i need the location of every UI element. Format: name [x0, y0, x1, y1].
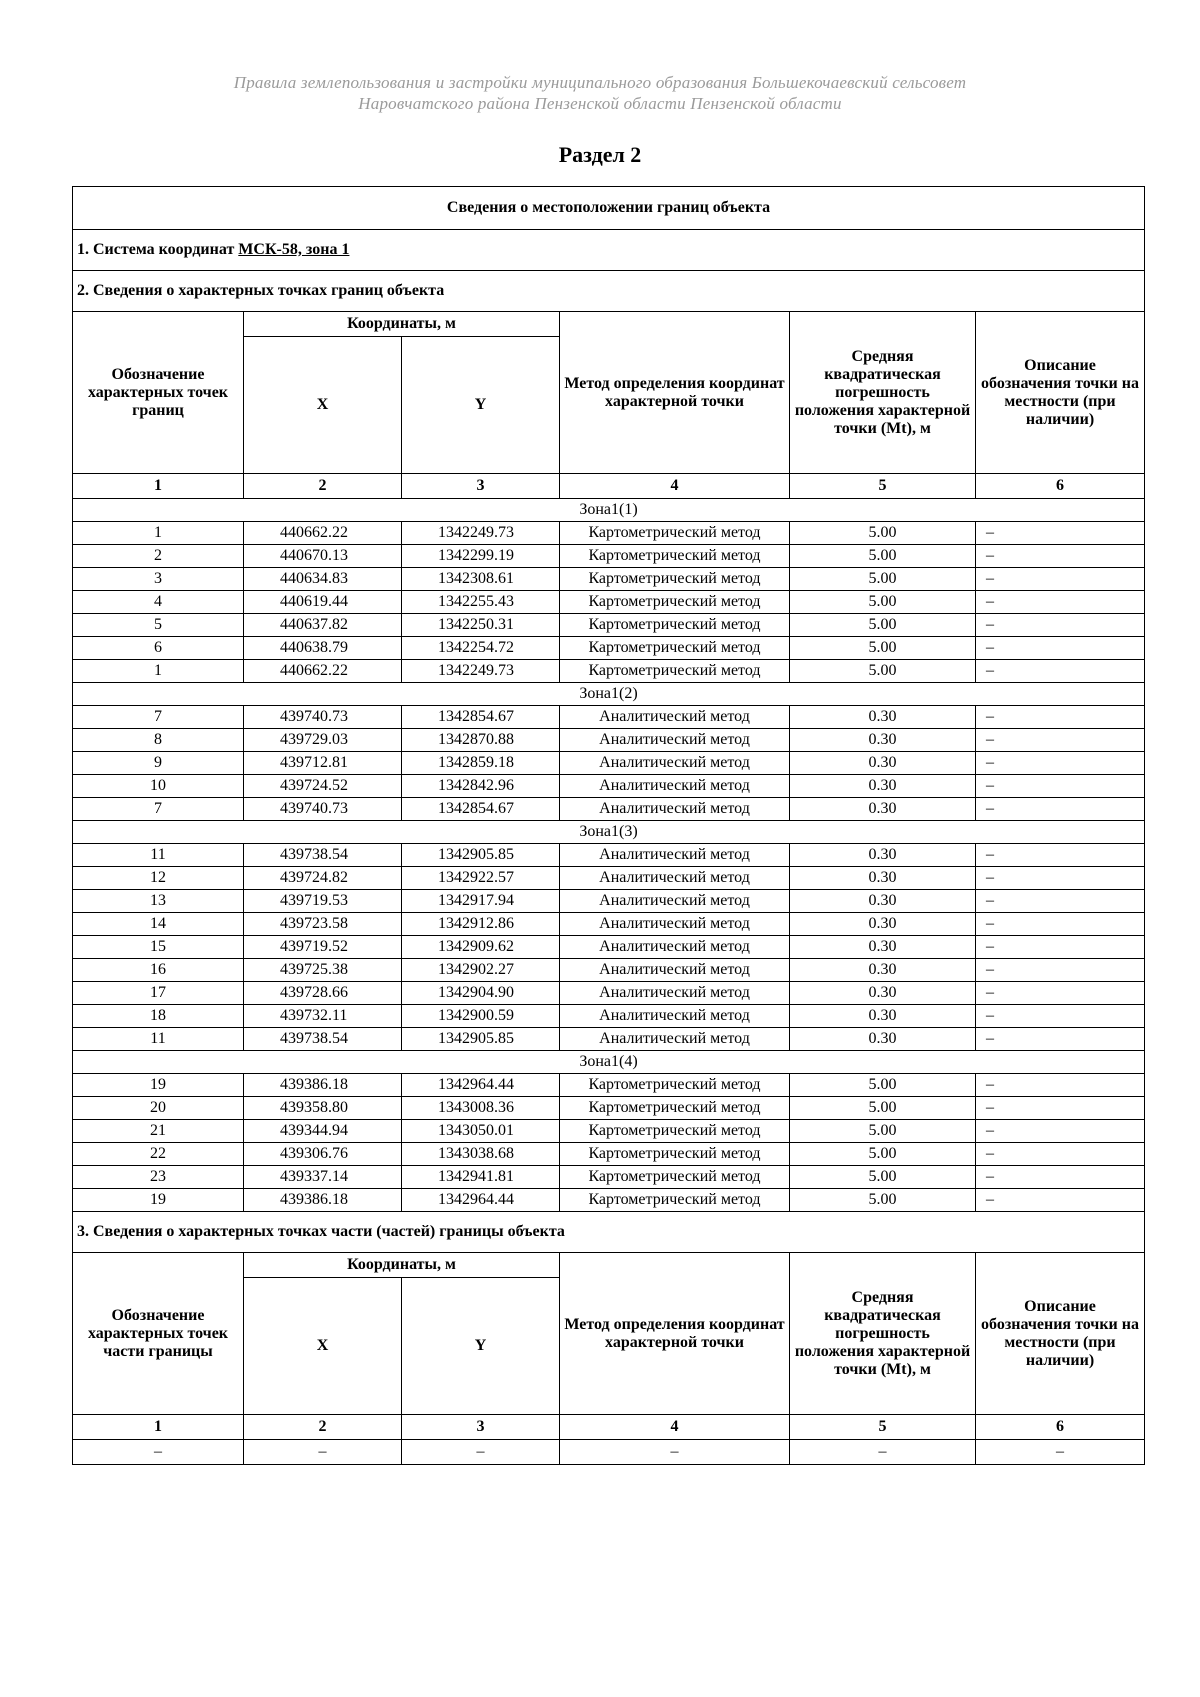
point-number: 1 — [73, 660, 244, 683]
method: Картометрический метод — [560, 660, 790, 683]
point-number: 12 — [73, 867, 244, 890]
table-row — [73, 982, 1145, 1005]
method: Аналитический метод — [560, 1028, 790, 1051]
method: Аналитический метод — [560, 752, 790, 775]
table-row — [73, 1005, 1145, 1028]
description: – — [976, 844, 1145, 867]
description: – — [976, 637, 1145, 660]
method: Картометрический метод — [560, 1097, 790, 1120]
part-header-designation: Обозначение характерных точек части границы — [73, 1253, 244, 1415]
error-value: 0.30 — [790, 867, 976, 890]
header-error: Средняя квадратическая погрешность положения характерной точки (Mt), м — [790, 312, 976, 474]
coord-y: 1342250.31 — [402, 614, 560, 637]
coord-x: 439724.82 — [244, 867, 402, 890]
coord-x: 439386.18 — [244, 1074, 402, 1097]
point-number: 4 — [73, 591, 244, 614]
method: Аналитический метод — [560, 775, 790, 798]
coord-x: 439725.38 — [244, 959, 402, 982]
point-number: 14 — [73, 913, 244, 936]
error-value: 0.30 — [790, 936, 976, 959]
zone-row — [73, 683, 1145, 706]
table-row — [73, 936, 1145, 959]
coord-y: 1342964.44 — [402, 1074, 560, 1097]
coord-y: 1342308.61 — [402, 568, 560, 591]
section2-title: 2. Сведения о характерных точках границ объекта — [73, 271, 1145, 312]
coord-x: 440638.79 — [244, 637, 402, 660]
point-number: 1 — [73, 522, 244, 545]
table-row — [73, 959, 1145, 982]
coord-system-value: МСК-58, зона 1 — [238, 241, 350, 258]
method: Аналитический метод — [560, 890, 790, 913]
error-value: 0.30 — [790, 913, 976, 936]
section3-title-row — [73, 1212, 1145, 1253]
coord-y: 1342912.86 — [402, 913, 560, 936]
point-number: 2 — [73, 545, 244, 568]
coord-y: 1342905.85 — [402, 844, 560, 867]
coord-x: 439724.52 — [244, 775, 402, 798]
coord-system-row — [73, 230, 1145, 271]
error-value: 0.30 — [790, 798, 976, 821]
table-row — [73, 1028, 1145, 1051]
column-number: 1 — [73, 1415, 244, 1440]
description: – — [976, 522, 1145, 545]
table-row — [73, 844, 1145, 867]
error-value: 0.30 — [790, 706, 976, 729]
method: Картометрический метод — [560, 614, 790, 637]
description: – — [976, 729, 1145, 752]
column-number: 1 — [73, 474, 244, 499]
coord-x: 439740.73 — [244, 706, 402, 729]
error-value: 0.30 — [790, 844, 976, 867]
table-row — [73, 867, 1145, 890]
error-value: 0.30 — [790, 959, 976, 982]
description: – — [976, 591, 1145, 614]
error-value: 5.00 — [790, 1074, 976, 1097]
part-header-row-top — [73, 1253, 1145, 1278]
column-number: 4 — [560, 1415, 790, 1440]
coord-system-cell — [73, 230, 1145, 271]
coord-x: 440662.22 — [244, 522, 402, 545]
coord-y: 1342905.85 — [402, 1028, 560, 1051]
coord-x: 440662.22 — [244, 660, 402, 683]
error-value: 5.00 — [790, 637, 976, 660]
table-row — [73, 798, 1145, 821]
table-row — [73, 1189, 1145, 1212]
part-header-coords: Координаты, м — [244, 1253, 560, 1278]
header-coords: Координаты, м — [244, 312, 560, 337]
table-row — [73, 913, 1145, 936]
description: – — [976, 936, 1145, 959]
zone-label: Зона1(3) — [73, 821, 1145, 844]
column-number: 2 — [244, 474, 402, 499]
table-row — [73, 1097, 1145, 1120]
coord-y: 1343050.01 — [402, 1120, 560, 1143]
coord-x: 439344.94 — [244, 1120, 402, 1143]
point-number: 10 — [73, 775, 244, 798]
coord-x: 439740.73 — [244, 798, 402, 821]
description: – — [976, 867, 1145, 890]
method: Картометрический метод — [560, 1143, 790, 1166]
table-row — [73, 890, 1145, 913]
point-number: 13 — [73, 890, 244, 913]
method: Картометрический метод — [560, 568, 790, 591]
table-row — [73, 591, 1145, 614]
point-number: 20 — [73, 1097, 244, 1120]
method: Картометрический метод — [560, 591, 790, 614]
table-title-row — [73, 187, 1145, 230]
coord-y: 1342917.94 — [402, 890, 560, 913]
coord-x: 439337.14 — [244, 1166, 402, 1189]
method: Аналитический метод — [560, 913, 790, 936]
part-header-y: Y — [402, 1278, 560, 1415]
point-number: 7 — [73, 706, 244, 729]
part-column-number-row — [73, 1415, 1145, 1440]
point-number: 9 — [73, 752, 244, 775]
error-value: 5.00 — [790, 568, 976, 591]
coord-x: 440637.82 — [244, 614, 402, 637]
zone-label: Зона1(4) — [73, 1051, 1145, 1074]
description: – — [976, 568, 1145, 591]
table-row — [73, 775, 1145, 798]
coord-x: 440634.83 — [244, 568, 402, 591]
error-value: 0.30 — [790, 729, 976, 752]
description: – — [976, 1166, 1145, 1189]
error-value: 0.30 — [790, 752, 976, 775]
description: – — [976, 706, 1145, 729]
part-description: – — [976, 1440, 1145, 1465]
method: Аналитический метод — [560, 982, 790, 1005]
error-value: 5.00 — [790, 614, 976, 637]
error-value: 5.00 — [790, 545, 976, 568]
method: Аналитический метод — [560, 729, 790, 752]
part-point-number: – — [73, 1440, 244, 1465]
description: – — [976, 1189, 1145, 1212]
boundary-coordinates-table — [72, 186, 1145, 1465]
coord-y: 1342941.81 — [402, 1166, 560, 1189]
description: – — [976, 545, 1145, 568]
part-header-description: Описание обозначения точки на местности (при наличии) — [976, 1253, 1145, 1415]
coord-y: 1342900.59 — [402, 1005, 560, 1028]
method: Картометрический метод — [560, 637, 790, 660]
zone-row — [73, 821, 1145, 844]
method: Картометрический метод — [560, 1166, 790, 1189]
column-number: 2 — [244, 1415, 402, 1440]
part-header-method: Метод определения координат характерной точки — [560, 1253, 790, 1415]
coord-y: 1342854.67 — [402, 706, 560, 729]
header-description: Описание обозначения точки на местности (при наличии) — [976, 312, 1145, 474]
coord-x: 439719.52 — [244, 936, 402, 959]
point-number: 18 — [73, 1005, 244, 1028]
column-number-row — [73, 474, 1145, 499]
coord-x: 439738.54 — [244, 1028, 402, 1051]
point-number: 22 — [73, 1143, 244, 1166]
error-value: 5.00 — [790, 1189, 976, 1212]
header-method: Метод определения координат характерной точки — [560, 312, 790, 474]
coord-system-label: 1. Система координат — [77, 241, 239, 258]
coord-y: 1342854.67 — [402, 798, 560, 821]
error-value: 0.30 — [790, 1005, 976, 1028]
error-value: 0.30 — [790, 775, 976, 798]
coord-x: 439358.80 — [244, 1097, 402, 1120]
column-number: 6 — [976, 1415, 1145, 1440]
point-number: 15 — [73, 936, 244, 959]
error-value: 5.00 — [790, 1143, 976, 1166]
point-number: 7 — [73, 798, 244, 821]
table-row — [73, 545, 1145, 568]
part-method: – — [560, 1440, 790, 1465]
description: – — [976, 614, 1145, 637]
column-number: 5 — [790, 1415, 976, 1440]
point-number: 11 — [73, 844, 244, 867]
table-row — [73, 522, 1145, 545]
column-number: 5 — [790, 474, 976, 499]
table-row — [73, 1074, 1145, 1097]
part-table-row — [73, 1440, 1145, 1465]
part-error-value: – — [790, 1440, 976, 1465]
table-row — [73, 1120, 1145, 1143]
zone-row — [73, 499, 1145, 522]
table-row — [73, 568, 1145, 591]
coord-y: 1342870.88 — [402, 729, 560, 752]
coord-x: 439723.58 — [244, 913, 402, 936]
description: – — [976, 890, 1145, 913]
method: Аналитический метод — [560, 798, 790, 821]
table-row — [73, 660, 1145, 683]
zone-row — [73, 1051, 1145, 1074]
column-number: 6 — [976, 474, 1145, 499]
header-y: Y — [402, 337, 560, 474]
coord-x: 439719.53 — [244, 890, 402, 913]
table-row — [73, 706, 1145, 729]
part-coord-y: – — [402, 1440, 560, 1465]
header-designation: Обозначение характерных точек границ — [73, 312, 244, 474]
point-number: 8 — [73, 729, 244, 752]
description: – — [976, 1005, 1145, 1028]
method: Аналитический метод — [560, 867, 790, 890]
description: – — [976, 798, 1145, 821]
point-number: 5 — [73, 614, 244, 637]
column-number: 3 — [402, 1415, 560, 1440]
coord-y: 1342249.73 — [402, 660, 560, 683]
point-number: 19 — [73, 1074, 244, 1097]
coord-y: 1342902.27 — [402, 959, 560, 982]
coord-y: 1342904.90 — [402, 982, 560, 1005]
point-number: 17 — [73, 982, 244, 1005]
coord-y: 1343008.36 — [402, 1097, 560, 1120]
coord-x: 439306.76 — [244, 1143, 402, 1166]
coord-y: 1342842.96 — [402, 775, 560, 798]
table-row — [73, 1166, 1145, 1189]
coord-x: 439712.81 — [244, 752, 402, 775]
table-row — [73, 1143, 1145, 1166]
zone-label: Зона1(1) — [73, 499, 1145, 522]
section3-title: 3. Сведения о характерных точках части (частей) границы объекта — [73, 1212, 1145, 1253]
method: Аналитический метод — [560, 1005, 790, 1028]
section-title: Раздел 2 — [558, 142, 642, 167]
error-value: 5.00 — [790, 660, 976, 683]
point-number: 3 — [73, 568, 244, 591]
section2-title-row — [73, 271, 1145, 312]
description: – — [976, 1097, 1145, 1120]
coord-y: 1342922.57 — [402, 867, 560, 890]
method: Аналитический метод — [560, 844, 790, 867]
column-number: 3 — [402, 474, 560, 499]
point-number: 6 — [73, 637, 244, 660]
coord-x: 439728.66 — [244, 982, 402, 1005]
coord-y: 1342255.43 — [402, 591, 560, 614]
description: – — [976, 913, 1145, 936]
coord-y: 1342964.44 — [402, 1189, 560, 1212]
coord-x: 440670.13 — [244, 545, 402, 568]
error-value: 0.30 — [790, 1028, 976, 1051]
header-x: X — [244, 337, 402, 474]
error-value: 5.00 — [790, 591, 976, 614]
coord-y: 1343038.68 — [402, 1143, 560, 1166]
coord-x: 439386.18 — [244, 1189, 402, 1212]
coord-x: 439738.54 — [244, 844, 402, 867]
error-value: 0.30 — [790, 890, 976, 913]
method: Картометрический метод — [560, 1189, 790, 1212]
coord-y: 1342254.72 — [402, 637, 560, 660]
method: Аналитический метод — [560, 706, 790, 729]
table-row — [73, 752, 1145, 775]
coord-y: 1342249.73 — [402, 522, 560, 545]
method: Аналитический метод — [560, 936, 790, 959]
method: Картометрический метод — [560, 1120, 790, 1143]
method: Картометрический метод — [560, 522, 790, 545]
error-value: 0.30 — [790, 982, 976, 1005]
coord-x: 440619.44 — [244, 591, 402, 614]
coord-y: 1342859.18 — [402, 752, 560, 775]
error-value: 5.00 — [790, 522, 976, 545]
description: – — [976, 1074, 1145, 1097]
error-value: 5.00 — [790, 1120, 976, 1143]
description: – — [976, 1028, 1145, 1051]
description: – — [976, 1120, 1145, 1143]
table-title: Сведения о местоположении границ объекта — [73, 187, 1145, 230]
method: Картометрический метод — [560, 1074, 790, 1097]
description: – — [976, 775, 1145, 798]
header-row-top — [73, 312, 1145, 337]
zone-label: Зона1(2) — [73, 683, 1145, 706]
table-row — [73, 637, 1145, 660]
point-number: 16 — [73, 959, 244, 982]
point-number: 21 — [73, 1120, 244, 1143]
description: – — [976, 660, 1145, 683]
table-row — [73, 614, 1145, 637]
coord-y: 1342299.19 — [402, 545, 560, 568]
error-value: 5.00 — [790, 1097, 976, 1120]
description: – — [976, 752, 1145, 775]
point-number: 11 — [73, 1028, 244, 1051]
coord-x: 439729.03 — [244, 729, 402, 752]
header-note-line-1: Правила землепользования и застройки муниципального образования Большекочаевский сельсовет — [233, 73, 967, 92]
point-number: 23 — [73, 1166, 244, 1189]
point-number: 19 — [73, 1189, 244, 1212]
method: Аналитический метод — [560, 959, 790, 982]
header-note-line-2: Наровчатского района Пензенской области Пензенской области — [358, 94, 842, 113]
part-header-error: Средняя квадратическая погрешность положения характерной точки (Mt), м — [790, 1253, 976, 1415]
column-number: 4 — [560, 474, 790, 499]
method: Картометрический метод — [560, 545, 790, 568]
error-value: 5.00 — [790, 1166, 976, 1189]
coord-y: 1342909.62 — [402, 936, 560, 959]
description: – — [976, 1143, 1145, 1166]
description: – — [976, 982, 1145, 1005]
part-coord-x: – — [244, 1440, 402, 1465]
coord-x: 439732.11 — [244, 1005, 402, 1028]
part-header-x: X — [244, 1278, 402, 1415]
document-header-note — [0, 72, 1200, 114]
description: – — [976, 959, 1145, 982]
table-row — [73, 729, 1145, 752]
